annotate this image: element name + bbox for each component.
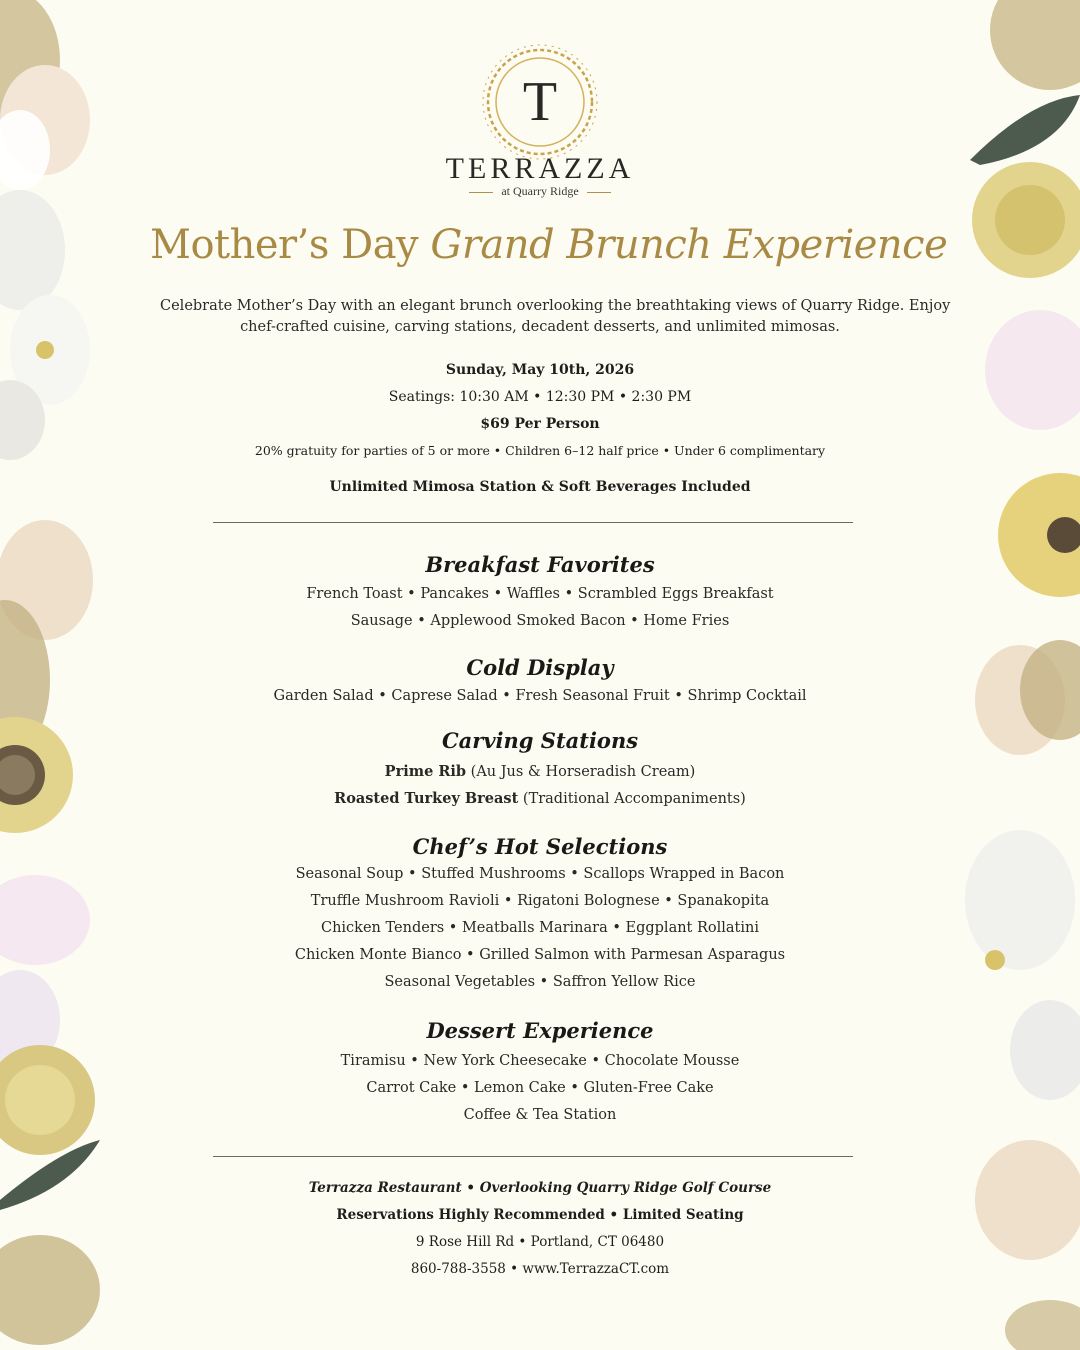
carving-item-detail: (Au Jus & Horseradish Cream) (466, 764, 696, 780)
subtitle-rule-right (587, 192, 611, 193)
brand-subtitle-text: at Quarry Ridge (501, 184, 579, 198)
divider-top (213, 522, 853, 523)
floral-border-icon (950, 0, 1080, 1350)
menu-line: Seasonal Vegetables • Saffron Yellow Rice (384, 974, 696, 990)
carving-item-name: Prime Rib (384, 763, 467, 780)
event-gratuity: 20% gratuity for parties of 5 or more • Children 6–12 half price • Under 6 complimentary (254, 443, 826, 458)
menu-line: Sausage • Applewood Smoked Bacon • Home Fries (350, 613, 730, 629)
right-floral-border (950, 0, 1080, 1350)
menu-line: Seasonal Soup • Stuffed Mushrooms • Scallops Wrapped in Bacon (295, 866, 785, 882)
title-part-2: Grand Brunch Experience (430, 222, 948, 268)
menu-line: Garden Salad • Caprese Salad • Fresh Seasonal Fruit • Shrimp Cocktail (273, 688, 807, 704)
section-title-carving: Carving Stations (441, 728, 639, 753)
logo (480, 42, 600, 162)
logo-letter: T (522, 71, 558, 133)
title-part-1: Mother’s Day (150, 222, 431, 268)
footer-venue: Terrazza Restaurant • Overlooking Quarry Ridge Golf Course (308, 1180, 772, 1196)
footer-contact: 860-788-3558 • www.TerrazzaCT.com (410, 1261, 670, 1277)
section-title-cold: Cold Display (466, 655, 614, 680)
menu-line: Chicken Monte Bianco • Grilled Salmon with Parmesan Asparagus (294, 947, 786, 963)
left-floral-border (0, 0, 130, 1350)
event-beverages: Unlimited Mimosa Station & Soft Beverages Included (329, 479, 751, 495)
menu-line: Tiramisu • New York Cheesecake • Chocolate Mousse (340, 1053, 740, 1069)
floral-border-icon (0, 0, 130, 1350)
divider-bottom (213, 1156, 853, 1157)
menu-line: Chicken Tenders • Meatballs Marinara • Eggplant Rollatini (320, 920, 760, 936)
menu-line: Coffee & Tea Station (463, 1107, 617, 1123)
carving-item-detail: (Traditional Accompaniments) (518, 791, 746, 807)
page-title (150, 222, 948, 268)
section-title-hot: Chef’s Hot Selections (412, 834, 668, 859)
menu-line: French Toast • Pancakes • Waffles • Scrambled Eggs Breakfast (306, 586, 774, 602)
intro-line-1: Celebrate Mother’s Day with an elegant brunch overlooking the breathtaking views of Quarry Ridge. Enjoy (160, 298, 951, 314)
section-title-dessert: Dessert Experience (426, 1018, 654, 1043)
event-price: $69 Per Person (480, 416, 600, 432)
carving-item (150, 763, 930, 780)
footer-address: 9 Rose Hill Rd • Portland, CT 06480 (415, 1234, 665, 1250)
brand-name: TERRAZZA (445, 152, 635, 185)
footer-reservations: Reservations Highly Recommended • Limited Seating (336, 1207, 744, 1223)
menu-line: Truffle Mushroom Ravioli • Rigatoni Bolognese • Spanakopita (310, 893, 770, 909)
event-seatings: Seatings: 10:30 AM • 12:30 PM • 2:30 PM (388, 389, 692, 405)
menu-line: Carrot Cake • Lemon Cake • Gluten-Free Cake (366, 1080, 714, 1096)
carving-item (150, 790, 930, 807)
section-title-breakfast: Breakfast Favorites (425, 552, 655, 577)
intro-line-2: chef-crafted cuisine, carving stations, decadent desserts, and unlimited mimosas. (240, 319, 840, 335)
carving-item-name: Roasted Turkey Breast (334, 790, 519, 807)
event-date: Sunday, May 10th, 2026 (445, 362, 635, 378)
menu-content (150, 0, 951, 1350)
brand-subtitle (150, 184, 930, 199)
subtitle-rule-left (469, 192, 493, 193)
intro-text (160, 296, 951, 338)
